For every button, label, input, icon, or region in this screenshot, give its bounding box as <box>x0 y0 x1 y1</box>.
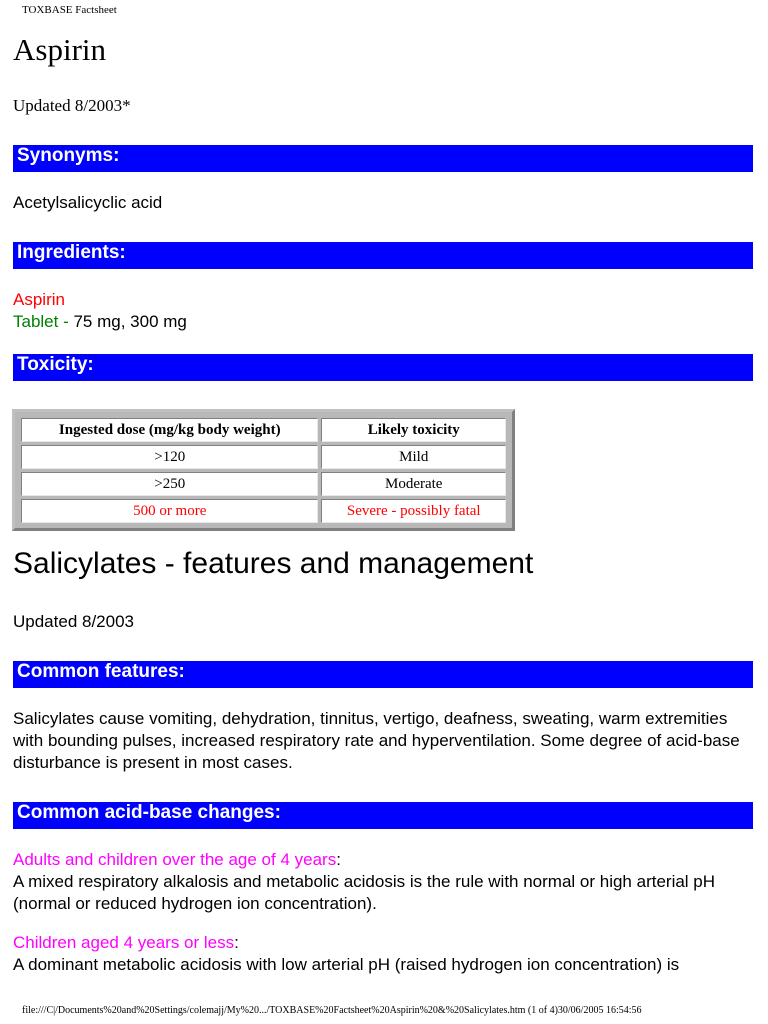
column-header-dose: Ingested dose (mg/kg body weight) <box>21 418 318 442</box>
updated-asterisk: * <box>122 96 131 115</box>
synonyms-heading: Synonyms: <box>17 145 120 166</box>
dose-cell: 500 or more <box>21 499 318 523</box>
toxicity-cell: Severe - possibly fatal <box>321 499 506 523</box>
salicylates-updated: Updated 8/2003 <box>13 612 134 631</box>
dose-cell: >120 <box>21 445 318 469</box>
toxicity-cell: Mild <box>321 445 506 469</box>
children-paragraph <box>13 932 753 976</box>
acid-base-heading: Common acid-base changes: <box>17 802 281 823</box>
ingredients-heading-bar <box>13 242 753 269</box>
page-footer-path: file:///C|/Documents%20and%20Settings/colemajj/My%20.../TOXBASE%20Factsheet%20Aspirin%20&%20Salicylates.htm (1 of 4)30/06/2005 16:54:56 <box>22 1005 642 1016</box>
children-colon: : <box>234 933 239 952</box>
page-header-label: TOXBASE Factsheet <box>22 4 117 16</box>
toxicity-table <box>18 415 509 526</box>
synonyms-heading-bar <box>13 145 753 172</box>
table-row <box>21 499 506 523</box>
toxicity-heading: Toxicity: <box>17 354 94 375</box>
toxicity-heading-bar <box>13 354 753 381</box>
updated-date <box>13 96 131 116</box>
children-label: Children aged 4 years or less <box>13 933 235 952</box>
adults-paragraph <box>13 849 753 915</box>
common-features-heading-bar <box>13 661 753 688</box>
updated-text: Updated 8/2003 <box>13 96 123 115</box>
page-title: Aspirin <box>13 32 106 67</box>
acid-base-heading-bar <box>13 802 753 829</box>
table-header-row <box>21 418 506 442</box>
ingredients-heading: Ingredients: <box>17 242 126 263</box>
ingredient-name: Aspirin <box>13 290 65 309</box>
section-title: Salicylates - features and management <box>13 547 534 580</box>
children-text: A dominant metabolic acidosis with low arterial pH (raised hydrogen ion concentration) is <box>13 955 680 974</box>
adults-text: A mixed respiratory alkalosis and metabolic acidosis is the rule with normal or high arterial pH (normal or reduced hydrogen ion concentration). <box>13 872 716 913</box>
table-row <box>21 472 506 496</box>
toxicity-cell: Moderate <box>321 472 506 496</box>
toxicity-table-frame <box>12 409 515 531</box>
ingredient-form-label: Tablet - <box>13 312 69 331</box>
common-features-text: Salicylates cause vomiting, dehydration, tinnitus, vertigo, deafness, sweating, warm extremities with bounding pulses, increased respiratory rate and hyperventilation. Some degree of acid-base disturbance is present in most cases. <box>13 709 740 772</box>
adults-label: Adults and children over the age of 4 years <box>13 850 337 869</box>
common-features-heading: Common features: <box>17 661 185 682</box>
ingredient-form-value: 75 mg, 300 mg <box>68 312 187 331</box>
table-row <box>21 445 506 469</box>
ingredient-form <box>13 311 187 333</box>
synonyms-text: Acetylsalicyclic acid <box>13 193 163 212</box>
column-header-toxicity: Likely toxicity <box>321 418 506 442</box>
adults-colon: : <box>336 850 341 869</box>
dose-cell: >250 <box>21 472 318 496</box>
